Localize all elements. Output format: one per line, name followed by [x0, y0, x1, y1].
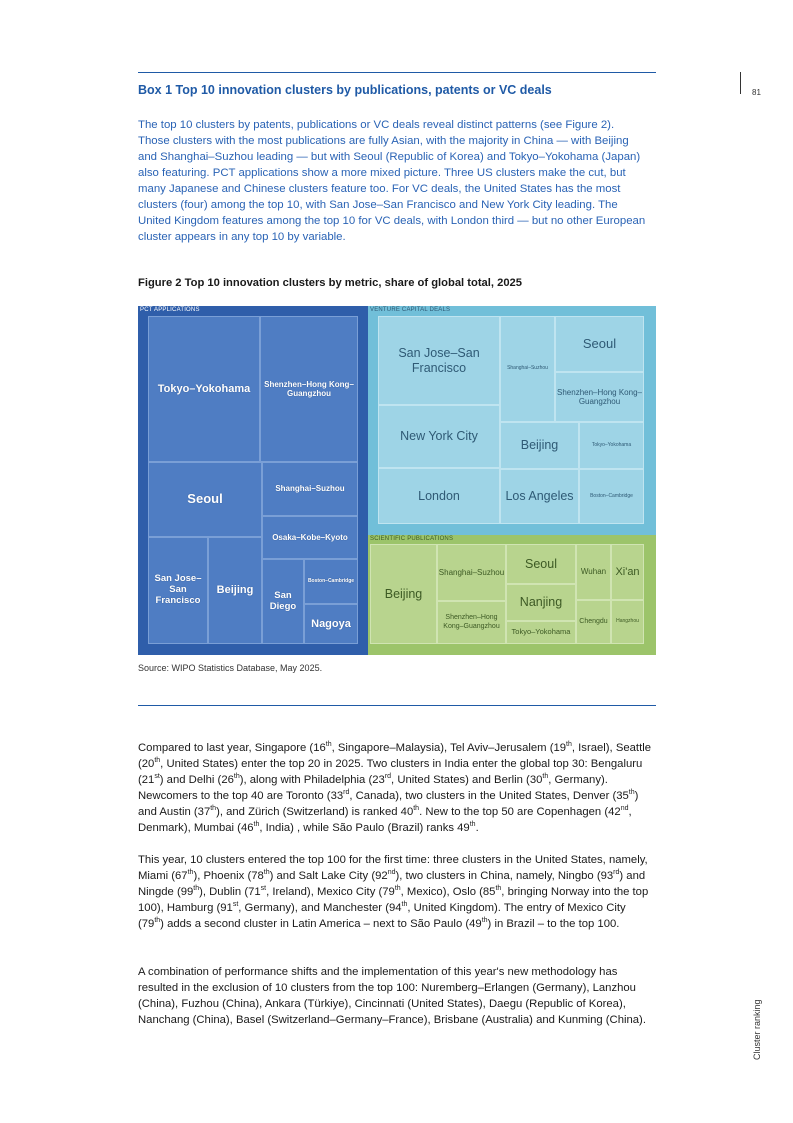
- cell-sci-xian: Xi'an: [611, 544, 644, 600]
- cell-sci-shanghai-suzhou: Shanghai–Suzhou: [437, 544, 506, 601]
- cell-pct-beijing: Beijing: [208, 537, 262, 644]
- cell-pct-osaka: Osaka–Kobe–Kyoto: [262, 516, 358, 559]
- cell-pct-shenzhen: Shenzhen–Hong Kong–Guangzhou: [260, 316, 358, 462]
- cell-sci-seoul: Seoul: [506, 544, 576, 584]
- cell-vc-seoul: Seoul: [555, 316, 644, 372]
- cell-sci-wuhan: Wuhan: [576, 544, 611, 600]
- treemap-figure: [138, 306, 656, 655]
- panel-sci: [368, 535, 656, 655]
- cell-vc-san-jose: San Jose–San Francisco: [378, 316, 500, 405]
- figure-source: Source: WIPO Statistics Database, May 2025.: [138, 663, 323, 673]
- panel-label-vc: VENTURE CAPITAL DEALS: [370, 307, 451, 313]
- cell-pct-tokyo-yokohama: Tokyo–Yokohama: [148, 316, 260, 462]
- cell-pct-seoul: Seoul: [148, 462, 262, 537]
- bottom-rule: [138, 705, 656, 706]
- paragraph-1: Compared to last year, Singapore (16th, Singapore–Malaysia), Tel Aviv–Jerusalem (19th, Israel), Seattle (20th, United States) enter the top 20 in 2025. Two clusters in India enter the global top 30: Bengaluru (21st) and Delhi (26th), along with Philadelphia (23rd, United States) and Berlin (30th, Germany). Newcomers to the top 40 are Toronto (33rd, Canada), two clusters in the United States, Denver (35th) and Austin (37th), and Zürich (Switzerland) is ranked 40th. New to the top 50 are Copenhagen (42nd, Denmark), Mumbai (46th, India) , while São Paulo (Brazil) ranks 49th.: [138, 741, 652, 834]
- cell-pct-boston: Boston–Cambridge: [304, 559, 358, 604]
- page-number: 81: [752, 88, 761, 97]
- cell-sci-nanjing: Nanjing: [506, 584, 576, 621]
- panel-vc: [368, 306, 656, 535]
- cell-pct-nagoya: Nagoya: [304, 604, 358, 644]
- cell-sci-beijing: Beijing: [370, 544, 437, 644]
- cell-vc-shanghai-suzhou: Shanghai–Suzhou: [500, 316, 555, 422]
- paragraph-3: A combination of performance shifts and the implementation of this year's new methodology has resulted in the exclusion of 10 clusters from the top 100: Nuremberg–Erlangen (Germany), Lanzhou (China), Fuzhou (China), Ankara (Türkiye), Cincinnati (United States), Daegu (Republic of Korea), Nanchang (China), Basel (Switzerland–Germany–France), Brisbane (Australia) and Kunming (China).: [138, 966, 646, 1026]
- cell-vc-los-angeles: Los Angeles: [500, 469, 579, 524]
- top-rule: [138, 72, 656, 73]
- cell-pct-shanghai-suzhou: Shanghai–Suzhou: [262, 462, 358, 516]
- cell-vc-shenzhen: Shenzhen–Hong Kong–Guangzhou: [555, 372, 644, 422]
- cell-sci-shenzhen: Shenzhen–Hong Kong–Guangzhou: [437, 601, 506, 644]
- cell-vc-boston: Boston–Cambridge: [579, 469, 644, 524]
- panel-pct: [138, 306, 368, 655]
- figure-title: Figure 2 Top 10 innovation clusters by metric, share of global total, 2025: [138, 277, 522, 289]
- box-body: The top 10 clusters by patents, publications or VC deals reveal distinct patterns (see Figure 2). Those clusters with the most publications are fully Asian, with the majority in China — with Beijing and Shanghai–Suzhou leading — but with Seoul (Republic of Korea) and Tokyo–Yokohama (Japan) also featuring. PCT applications show a more mixed picture. Three US clusters make the cut, but many Japanese and Chinese clusters feature too. For VC deals, the United States has the most clusters (four) among the top 10, with San Jose–San Francisco and New York City leading. The United Kingdom features among the top 10 for VC deals, with London third — but no other European cluster appears in any top 10 by variable.: [138, 119, 646, 243]
- page-marker: [740, 72, 741, 94]
- cell-pct-san-jose: San Jose–San Francisco: [148, 537, 208, 644]
- paragraph-2: This year, 10 clusters entered the top 100 for the first time: three clusters in the United States, namely, Miami (67th), Phoenix (78th) and Salt Lake City (92nd), two clusters in China, namely, Ningbo (93rd) and Ningde (99th), Dublin (71st, Ireland), Mexico City (79th, Mexico), Oslo (85th, bringing Norway into the top 100), Hamburg (91st, Germany), and Manchester (94th, United Kingdom). The entry of Mexico City (79th) adds a second cluster in Latin America – next to São Paulo (49th) in Brazil – to the top 100.: [138, 854, 649, 930]
- cell-vc-new-york: New York City: [378, 405, 500, 468]
- panel-label-pct: PCT APPLICATIONS: [140, 307, 200, 313]
- box-title: Box 1 Top 10 innovation clusters by publications, patents or VC deals: [138, 83, 552, 97]
- cell-sci-chengdu: Chengdu: [576, 600, 611, 644]
- panel-label-sci: SCIENTIFIC PUBLICATIONS: [370, 536, 454, 542]
- cell-vc-london: London: [378, 468, 500, 524]
- cell-vc-tokyo: Tokyo–Yokohama: [579, 422, 644, 469]
- cell-pct-san-diego: San Diego: [262, 559, 304, 644]
- section-side-label: Cluster ranking: [752, 999, 762, 1060]
- cell-sci-hangzhou: Hangzhou: [611, 600, 644, 644]
- cell-vc-beijing: Beijing: [500, 422, 579, 469]
- cell-sci-tokyo: Tokyo–Yokohama: [506, 621, 576, 644]
